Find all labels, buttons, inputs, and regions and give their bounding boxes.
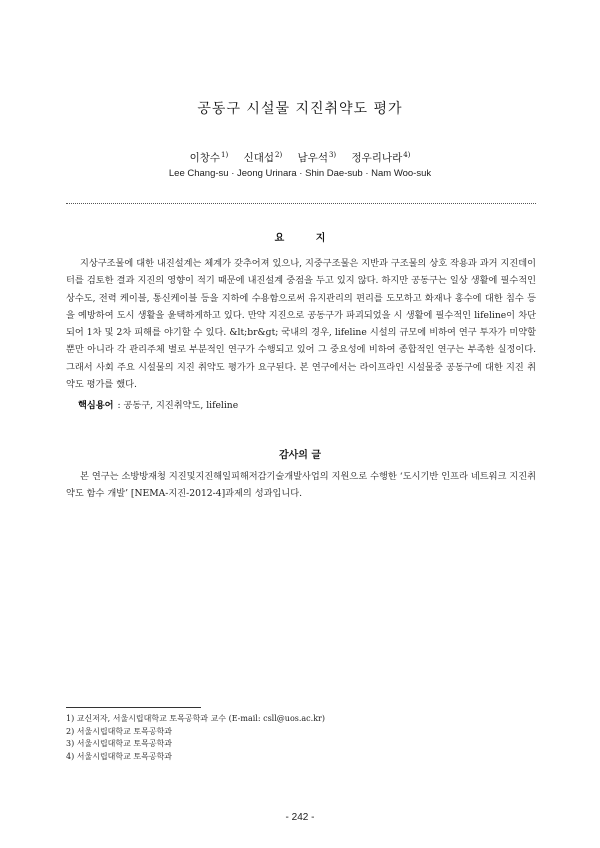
footnote-rule (66, 707, 201, 708)
page-number: - 242 - (285, 812, 315, 823)
author-2-name: 신대섭 (243, 152, 274, 164)
korean-author-list (0, 150, 600, 165)
author-2 (244, 152, 283, 164)
english-author-list: Lee Chang-su · Jeong Urinara · Shin Dae-sub · Nam Woo-suk (168, 168, 432, 179)
keywords-label: 핵심용어 (78, 400, 114, 411)
dotted-divider (66, 203, 536, 204)
author-4-name: 정우리나라 (351, 152, 403, 164)
author-4-footnote-mark: 4) (403, 151, 411, 159)
author-4 (352, 152, 411, 164)
paper-title: 공동구 시설물 지진취약도 평가 (197, 101, 403, 117)
footnote-2: 2) 서울시립대학교 토목공학과 (66, 726, 173, 736)
author-1 (190, 152, 229, 164)
acknowledgement-heading: 감사의 글 (278, 450, 322, 461)
footnotes (66, 713, 536, 763)
abstract-heading: 요 지 (274, 233, 340, 244)
keywords (78, 397, 238, 411)
acknowledgement-body: 본 연구는 소방방재청 지진및지진해일피해저감기술개발사업의 지원으로 수행한 ‘도시기반 인프라 네트워크 지진취약도 함수 개발’ [NEMA-지진-2012-4]과제의 성과입니다. (66, 471, 536, 500)
abstract-body: 지상구조물에 대한 내진설계는 체계가 갖추어져 있으나, 지중구조물은 지반과 구조물의 상호 작용과 과거 지진데이터를 검토한 결과 지진의 영향이 적기 때문에 내진설계 중점을 두고 있지 않다. 하지만 공동구는 일상 생활에 필수적인 상수도, 전력 케이블, 통신케이블 등을 지하에 수용함으로써 유지관리의 편리를 도모하고 화재나 홍수에 대한 침수 등을 예방하여 도시 생활을 윤택하게하고 있다. 만약 지진으로 공동구가 파괴되었을 시 생활에 필수적인 lifeline이 차단되어 1차 및 2차 피해를 야기할 수 있다. &lt;br&gt; 국내의 경우, lifeline 시설의 규모에 비하여 연구 투자가 미약할 뿐만 아니라 각 관리주체 별로 부분적인 연구가 수행되고 있어 그 중요성에 비하여 종합적인 연구는 부족한 실정이다. 그래서 사회 주요 시설물의 지진 취약도 평가가 요구된다. 본 연구에서는 라이프라인 시설물중 공동구에 대한 지진 취약도 평가를 했다. (66, 258, 536, 391)
footnote-1: 1) 교신저자, 서울시립대학교 토목공학과 교수 (E-mail: csll@uos.ac.kr) (66, 714, 326, 723)
author-1-name: 이창수 (189, 152, 221, 164)
footnote-4: 4) 서울시립대학교 토목공학과 (66, 751, 173, 761)
author-3 (298, 152, 337, 164)
footnote-3: 3) 서울시립대학교 토목공학과 (66, 739, 173, 749)
keywords-values: : 공동구, 지진취약도, lifeline (117, 400, 239, 411)
author-3-footnote-mark: 3) (328, 151, 337, 159)
author-1-footnote-mark: 1) (221, 151, 229, 159)
author-3-name: 남우석 (297, 152, 328, 164)
author-2-footnote-mark: 2) (275, 151, 283, 159)
